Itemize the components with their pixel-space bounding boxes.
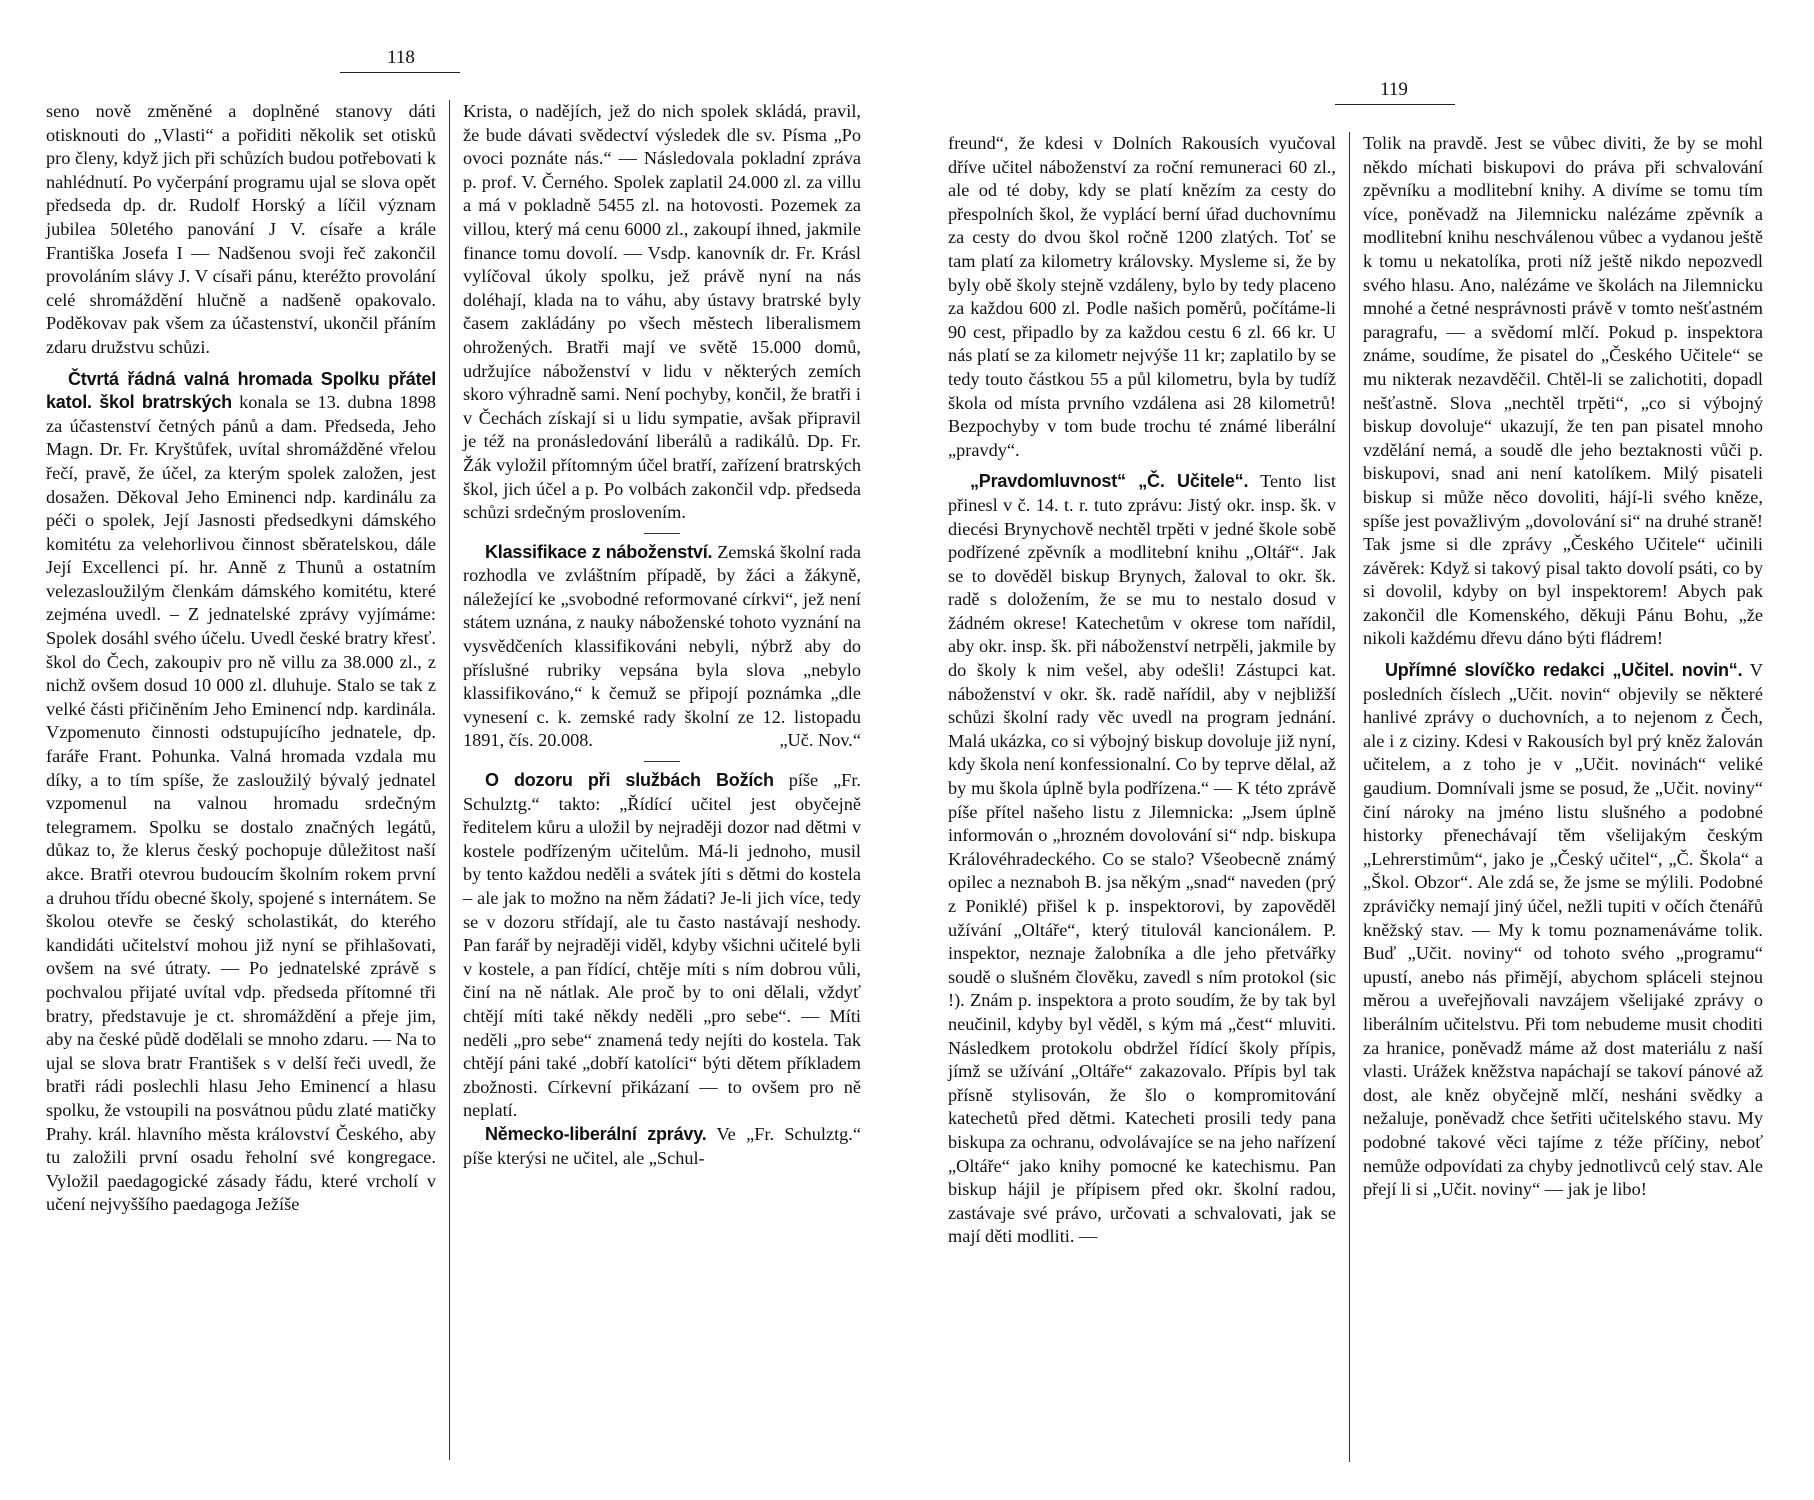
paragraph: freund“, že kdesi v Dolních Rakousích vyučoval dříve učitel náboženství za roční remuneraci 60 zl., ale od té doby, kdy se platí knězím za cesty do přespolních škol, že vyplácí berní úřad duchovnímu za cesty do dvou škol ročně 1200 zlatých. Toť se tam platí za kilometry královsky. Mysleme si, že by byly obě školy stejně vzdáleny, bylo by tedy placeno za každou 600 zl. Podle našich poměrů, počítáme-li 90 cest, připadlo by za každou cestu 6 zl. 66 kr. U nás platí se za kilometr nejvýše 11 kr; zaplatilo by se tedy touto částkou 55 a půl kilometru, byla by tudíž škola od místa prvního vzdálena asi 28 kilometrů! Bezpochyby v tom bude trochu té známé liberální „pravdy“.: [948, 133, 1336, 460]
paragraph: Ve „Fr. Schulztg.“ píše kterýsi ne učitel, ale „Schul-: [463, 1123, 861, 1168]
article: [463, 769, 861, 1123]
source-citation: „Uč. Nov.“: [779, 730, 861, 751]
article: [1363, 659, 1763, 1202]
paragraph: Tolik na pravdě. Jest se vůbec diviti, že by se mohl někdo míchati biskupovi do práva při schvalování zpěvníku a modlitební knihy. A divíme se tomu tím více, poněvadž na Jilemnicku nalézáme zpěvník a modlitební knihu neschválenou vůbec a vydanou ještě k tomu u nekatolíka, proti níž ještě nikdo nepozvedl svého hlasu. Ano, nalézáme ve školách na Jilemnicku mnohé a četné nesprávnosti právě v tomto nešťastném paragrafu, — a svědomí mlčí. Pokud p. inspektora známe, soudíme, že pisatel do „Českého Učitele“ se mu nikterak nezavděčil. Chtěl-li se zalichotiti, dopadl nešťastně. Slova „nechtěl trpěti“, „co si výbojný biskup dovoluje“ ukazují, že ten pan pisatel mnoho vzdělání nemá, a soudě dle jeho beztaknosti vůči p. biskupovi, snad ani není katolíkem. Milý pisateli biskup si může něco dovoliti, hájí-li svého kněze, spíše jest považlivým „dovolování si“ na druhé straně! Tak jsme si dle zprávy „Českého Učitele“ učinili závěrek: Když si takový pisal takto dovolí psáti, co by si dovolil, kdyby on byl inspektorem! Abych pak zakončil dle Komenského, děkuji Pánu Bohu, „že nikoli každému dřevu dáno býti fládrem!: [1363, 133, 1763, 649]
paragraph: V posledních číslech „Učit. novin“ objevily se některé hanlivé zprávy o duchovních, a to nejenom z Čech, ale i z ciziny. Kdesi v Rakousích byl prý kněz žalován učitelem, a z toho je v „Učit. novinách“ veliké gaudium. Domnívali jsme se posud, že „Učit. noviny“ činí nároky na jméno listu slušného a podobné historky přenechávají těm všelijakým českým „Lehrerstimům“, jako je „Český učitel“, „Č. Škola“ a „Škol. Obzor“. Ale zdá se, že jsme se mýlili. Podobné zprávičky nemají jiný účel, nežli tupiti v očích čtenářů kněžský stav. — My k tomu poznamenáváme tolik. Buď „Učit. noviny“ od tohoto svého „programu“ upustí, anebo nás přimějí, abychom spláceli stejnou měrou a uveřejňovali navzájem všelijaké zprávy o liberálním učitelstvu. Při tom nebudeme musit choditi za hranice, poněvadž máme až dost materiálu z naší vlasti. Urážek kněžstva napáchají se takoví pánové až dost, ale kněz obyčejně mlčí, nesháni svědky a nežaluje, poněvadž chce šetřiti učitelského stavu. My podobné takové věci tajíme z téže příčiny, neboť nemůže odpovídati za chyby jednotlivců celý stav. Ale přejí li si „Učit. noviny“ — jak je libo!: [1363, 660, 1763, 1200]
paragraph: seno nově změněné a doplněné stanovy dáti otisknouti do „Vlasti“ a pořiditi několik set otisků pro členy, když jich při schůzích budou potřebovati k nahlédnutí. Po vyčerpání programu ujal se slova opět předseda dp. dr. Rudolf Horský a líčil význam jubilea 50letého panování J V. císaře a krále Františka Josefa I — Nadšenou svoji řeč zakončil provoláním slávy J. V císaři pánu, kteréžto provolání celé shromáždění hlučně a nadšeně opakovalo. Poděkovav pak všem za účastenství, ukončil přáním zdaru družstvu schůzi.: [46, 101, 436, 357]
page-number-rule: [340, 72, 460, 73]
article-heading: Upřímné slovíčko redakci „Učitel. novin“.: [1385, 660, 1743, 681]
section-separator: [644, 761, 680, 762]
section-separator: [644, 533, 680, 534]
column-divider: [449, 100, 450, 1460]
page-number: 119: [1380, 79, 1408, 100]
right-column-1: [948, 132, 1336, 1249]
page-number-rule: [1335, 104, 1455, 105]
article: [463, 541, 861, 753]
left-column-1: [46, 100, 436, 1217]
article: [463, 1123, 861, 1170]
left-column-2: [463, 100, 861, 1170]
left-page: [0, 0, 900, 1500]
article-heading: Čtvrtá řádná valná hromada Spolku přátel katol. škol bratrských: [46, 368, 436, 413]
paragraph: konala se 13. dubna 1898 za účastenství četných pánů a dam. Předseda, Jeho Magn. Dr. Fr. Kryštůfek, uvítal shromážděné vřelou řečí, pravě, že účel, za kterým spolek založen, jest dosažen. Děkoval Jeho Eminenci ndp. kardinálu za péči o spolek, Její Jasnosti předsedkyni dámského komitétu za velehorlivou činnost sběratelskou, dále Její Excellenci pí. hr. Anně z Thunů a ostatním velezasloužilým členkám dámského komitétu, které zejména uvedl. – Z jednatelské zprávy vyjímáme: Spolek dosáhl svého účelu. Uvedl české bratry křesť. škol do Čech, zakoupiv pro ně villu za 38.000 zl., z nichž ovšem dosud 10 000 zl. dluhuje. Stalo se tak z velké části přičiněním Jeho Eminencí ndp. kardinála. Vzpomenuto činnosti odstupujícího jednatele, dp. faráře Frant. Pohunka. Valná hromada vzdala mu díky, a to tím spíše, že zasloužilý bývalý jednatel vzpomenul na valnou hromadu srdečným telegramem. Spolku se dostalo značných legátů, důkaz to, že klerus český pochopuje důležitost naší akce. Bratři otevrou budoucím školním rokem první a druhou třídu obecné školy, spojené s internátem. Se školou otevře se český scholastikát, do kterého kandidáti učitelství mohou již nyní se přihlašovati, ovšem na své útraty. — Po jednatelské zprávě s pochvalou přijaté uvítal vdp. předseda přítomné tři bratry, představuje je ct. shromáždění a přeje jim, aby na české půdě dodělali se mnoho zdaru. — Na to ujal se slova bratr František s v delší řeči uvedl, že bratři rádi poslechli hlasu Jeho Eminencí a hlasu spolku, že vstoupili na posvátnou půdu zlaté matičky Prahy. král. hlavního města království Českého, aby tu založili první osadu řeholní své kongregace. Vyložil paedagogické zásady řádu, které vrcholí v učení nejvyššího paedagoga Ježíše: [46, 392, 436, 1215]
article: [46, 368, 436, 1217]
paragraph: Tento list přinesl v č. 14. t. r. tuto zprávu: Jistý okr. insp. šk. v diecési Brynychově nechtěl trpěti v jedné škole sobě podřízené zpěvník a modlitební knihu „Oltář“. Jak se to dověděl biskup Brynych, žaloval to okr. šk. radě s doložením, že se mu to nestalo dosud v žádném okrese! Katechetům v okrese tom nařídil, aby okr. insp. šk. při náboženství netrpěli, jakmile by do školy k nim vešel, aby odešli! Zástupci kat. náboženství v okr. šk. radě nařídil, aby v nejbližší schůzi školní rady věc uvedl na program jednání. Malá ukázka, co si výbojný biskup dovoluje již nyní, kdy škola není konfessionalní. Co by teprve dělal, až by mu škola úplně byla podřízena.“ — K této zprávě píše přítel našeho listu z Jilemnicka: „Jsem úplně informován o „hrozném dovolování si“ ndp. biskupa Královéhradeckého. Co se stalo? Všeobecně známý opilec a neznaboh B. jsa někým „snad“ naveden (prý z Poniklé) přišel k p. inspektorovi, by zapověděl užívání „Oltáře“, který titulovál kancionálem. P. inspektor, neznaje žalobníka a dle jeho přetvářky soudě o slušném člověku, zavedl s ním protokol (sic !). Znám p. inspektora a proto soudím, že by tak byl neučinil, kdyby byl věděl, s kým má „čest“ mluviti. Následkem protokolu obdržel řídící školy přípis, jímž se užívání „Oltáře“ zakazovalo. Přípis byl tak přísně stylisován, že šlo o kompromitování katechetů před dětmi. Katecheti prosili tedy pana biskupa za ochranu, odvolávajíce se na jeho nařízení „Oltáře“ jako knihy pomocné ke katechismu. Pan biskup hájil je přípisem před okr. školní radou, zastávaje své právo, určovati a schvalovati, jak se mají děti modliti. —: [948, 471, 1336, 1247]
paragraph: Zemská školní rada rozhodla ve zvláštním případě, by žáci a žákyně, náležející ke „svobodné reformované církvi“, jež není státem uznána, z nauky náboženské tohoto vyznání na vysvědčeních klassifikováni nebyli, nýbrž aby do příslušné rubriky vepsána byla slova „nebylo klassifikováno,“ k čemuž se připojí poznámka „dle vynesení c. k. zemské rady školní ze 12. listopadu 1891, čís. 20.008.: [463, 541, 861, 751]
right-column-2: [1363, 132, 1763, 1202]
article-heading: O dozoru při službách Božích: [485, 770, 774, 791]
article-heading: Německo-liberální zprávy.: [485, 1123, 707, 1144]
paragraph: píše „Fr. Schulztg.“ takto: „Řídící učitel jest obyčejně ředitelem kůru a uložil by nejraději dozor nad dětmi v kostele podřízeným učitelům. Má-li jednoho, musil by tento každou neděli a svátek jíti s dětmi do kostela – ale jak to možno na něm žádati? Je-li jich více, tedy se v dozoru střídají, ale tu často nastávají neshody. Pan farář by nejraději viděl, kdyby všichni učitelé byli v kostele, a pan řídící, chtěje míti s ním dobrou vůli, činí na ně nátlak. Ale proč by to oni dělali, vždyť chtějí míti také někdy neděli „pro sebe“. — Míti neděli „pro sebe“ znamená tedy nejíti do kostela. Tak chtějí páni také „dobří katolíci“ býti dětem příkladem zbožnosti. Církevní přikázaní — to ovšem pro ně neplatí.: [463, 770, 861, 1121]
paragraph: Krista, o nadějích, jež do nich spolek skládá, pravil, že bude dávati svědectví výsledek dle sv. Písma „Po ovoci poznáte nás.“ — Následovala pokladní zpráva p. prof. V. Černého. Spolek zaplatil 24.000 zl. za villu a má v pokladně 5455 zl. na hotovosti. Pozemek za villou, který má cenu 6000 zl., zakoupí ihned, jakmile finance tomu dovolí. — Vsdp. kanovník dr. Fr. Krásl vylíčoval úkoly spolku, jež právě nyní na nás doléhají, klada na to váhu, aby ústavy bratrské byly časem zakládány po všech městech liberalismem ohrožených. Bratři mají ve světě 15.000 domů, udržujíce náboženství v lidu v některých zemích skoro výhradně sami. Není pochyby, končil, že bratři i v Čechách získají si u lidu sympatie, avšak připravil je též na pronásledování liberálů a radikálů. Dp. Fr. Žák vyložil přítomným účel bratří, zařízení bratrských škol, jich účel a p. Po volbách zakončil vdp. předseda schůzi srdečným proslovením.: [463, 101, 861, 523]
right-page: [930, 0, 1814, 1500]
article-heading: „Pravdomluvnost“ „Č. Učitele“.: [970, 471, 1249, 492]
article: [948, 470, 1336, 1249]
page-number: 118: [387, 47, 415, 68]
article-heading: Klassifikace z náboženství.: [485, 541, 713, 562]
column-divider: [1349, 132, 1350, 1462]
